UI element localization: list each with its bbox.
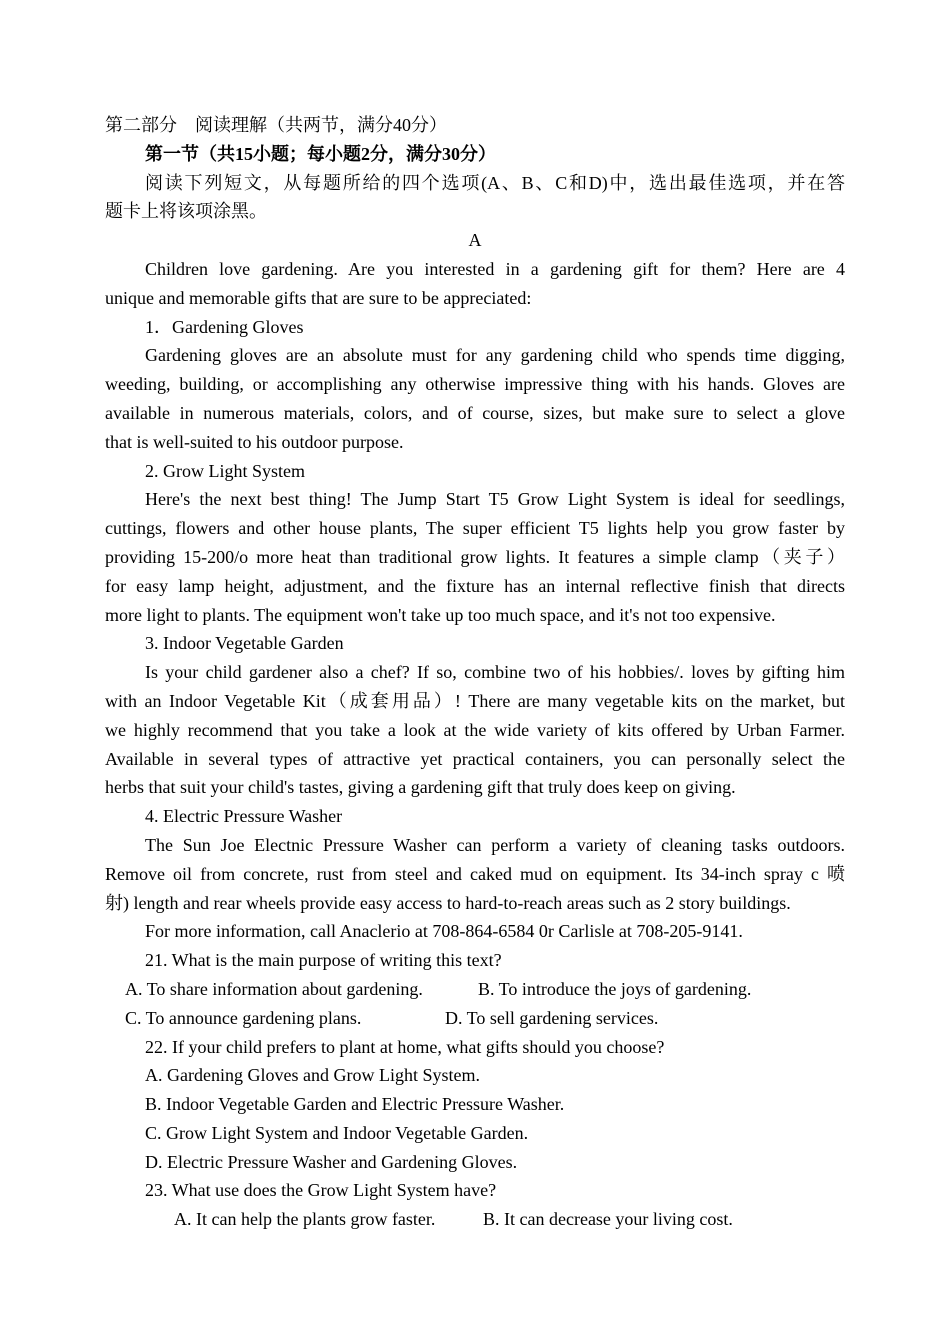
option-b: B. To introduce the joys of gardening. — [478, 978, 752, 999]
paragraph-line: Is your child gardener also a chef? If so, combine two of his hobbies/. loves by gifting him — [145, 662, 845, 683]
instruction-line: 阅读下列短文，从每题所给的四个选项(A、B、C和D)中，选出最佳选项，并在答 — [145, 172, 845, 193]
options-row — [105, 1205, 845, 1234]
paragraph-line: 射) length and rear wheels provide easy access to hard-to-reach areas such as 2 story buildings. — [105, 892, 791, 913]
paragraph-line: weeding, building, or accomplishing any otherwise impressive thing with his hands. Gloves are — [105, 374, 845, 395]
passage-intro: Children love gardening. Are you interested in a gardening gift for them? Here are 4 — [145, 258, 845, 279]
question-22: 22. If your child prefers to plant at home, what gifts should you choose? — [145, 1036, 665, 1057]
options-row — [105, 975, 845, 1004]
paragraph-line: with an Indoor Vegetable Kit（成套用品）! There are many vegetable kits on the market, but — [105, 690, 845, 711]
option-c: C. To announce gardening plans. — [125, 1007, 362, 1028]
options-row — [105, 1004, 845, 1033]
option-c: C. Grow Light System and Indoor Vegetable Garden. — [145, 1122, 529, 1143]
paragraph-line: providing 15-200/o more heat than traditional grow lights. It features a simple clamp（夹子） — [105, 546, 845, 567]
paragraph-line: Here's the next best thing! The Jump Start T5 Grow Light System is ideal for seedlings, — [145, 489, 845, 510]
paragraph-line: more light to plants. The equipment won't take up too much space, and it's not too expensive. — [105, 604, 776, 625]
paragraph-line: Gardening gloves are an absolute must for any gardening child who spends time digging, — [145, 345, 845, 366]
option-b: B. It can decrease your living cost. — [483, 1209, 733, 1230]
option-a: A. To share information about gardening. — [125, 978, 423, 999]
part-heading: 第二部分 阅读理解（共两节，满分40分） — [105, 115, 447, 135]
instruction-line: 题卡上将该项涂黑。 — [105, 201, 267, 222]
gift-title: 4. Electric Pressure Washer — [145, 806, 343, 827]
exam-page — [105, 111, 845, 1234]
paragraph-line: available in numerous materials, colors, and of course, sizes, but make sure to select a glove — [105, 402, 845, 423]
section-heading: 第一节（共15小题；每小题2分，满分30分） — [145, 143, 496, 164]
paragraph-line: we highly recommend that you take a look at the wide variety of kits offered by Urban Farmer. — [105, 719, 845, 740]
passage-intro: unique and memorable gifts that are sure to be appreciated: — [105, 287, 532, 308]
option-a: A. Gardening Gloves and Grow Light System. — [145, 1065, 480, 1086]
question-21: 21. What is the main purpose of writing this text? — [145, 950, 502, 971]
contact-line: For more information, call Anaclerio at 708-864-6584 0r Carlisle at 708-205-9141. — [145, 921, 743, 942]
gift-title: 2. Grow Light System — [145, 460, 305, 481]
paragraph-line: herbs that suit your child's tastes, giving a gardening gift that truly does keep on giving. — [105, 777, 736, 798]
paragraph-line: Remove oil from concrete, rust from steel and caked mud on equipment. Its 34-inch spray c 喷 — [105, 863, 845, 884]
paragraph-line: that is well-suited to his outdoor purpose. — [105, 431, 404, 452]
paragraph-line: The Sun Joe Electnic Pressure Washer can perform a variety of cleaning tasks outdoors. — [145, 834, 845, 855]
option-a: A. It can help the plants grow faster. — [174, 1209, 436, 1230]
option-d: D. To sell gardening services. — [445, 1007, 659, 1028]
paragraph-line: cuttings, flowers and other house plants, The super efficient T5 lights help you grow faster by — [105, 518, 845, 539]
question-23: 23. What use does the Grow Light System have? — [145, 1180, 497, 1201]
option-d: D. Electric Pressure Washer and Gardening Gloves. — [145, 1151, 518, 1172]
gift-title: 1．Gardening Gloves — [145, 316, 304, 337]
gift-title: 3. Indoor Vegetable Garden — [145, 633, 344, 654]
paragraph-line: for easy lamp height, adjustment, and the fixture has an internal reflective finish that directs — [105, 575, 845, 596]
passage-label: A — [468, 230, 482, 251]
paragraph-line: Available in several types of attractive yet practical containers, you can personally select the — [105, 748, 845, 769]
option-b: B. Indoor Vegetable Garden and Electric Pressure Washer. — [145, 1094, 565, 1115]
